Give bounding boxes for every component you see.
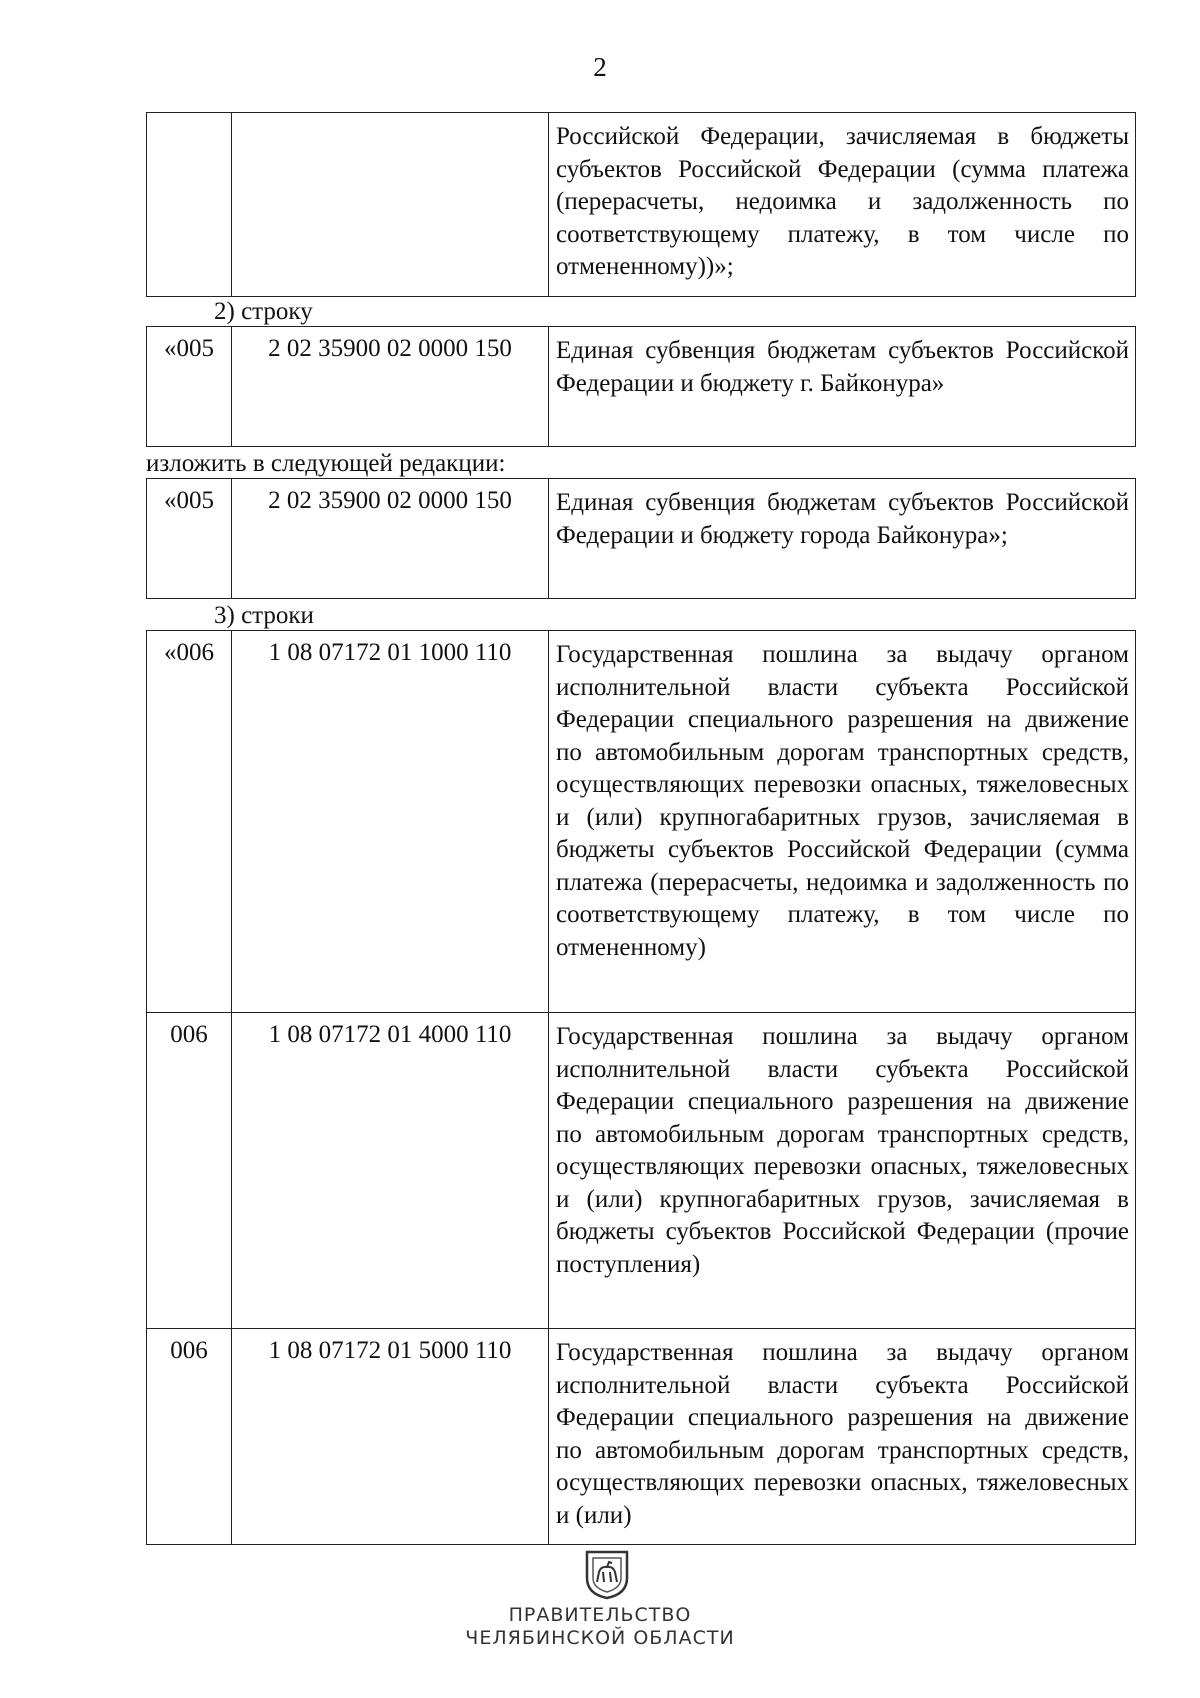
table-cell-code: 006 [147, 1013, 232, 1329]
table-cell-name: Единая субвенция бюджетам субъектов Российской Федерации и бюджету г. Байконура» [549, 327, 1136, 447]
table-row [147, 1329, 1136, 1545]
table-cell-kbk: 1 08 07172 01 5000 110 [232, 1329, 549, 1545]
page-number: 2 [593, 52, 607, 82]
table-cell-code: «005 [147, 327, 232, 447]
table-cell-code: «006 [147, 631, 232, 1013]
table-duty-rows [146, 630, 1136, 1545]
footer-line-1: ПРАВИТЕЛЬСТВО [508, 1604, 692, 1626]
table-cell-kbk: 2 02 35900 02 0000 150 [232, 479, 549, 599]
table-new-row [146, 478, 1136, 599]
table-row [147, 113, 1136, 297]
table-cell-kbk [232, 113, 549, 297]
label-edit-instruction: изложить в следующей редакции: [146, 450, 506, 477]
table-cell-code [147, 113, 232, 297]
table-cell-name: Государственная пошлина за выдачу органом исполнительной власти субъекта Российской Федерации специального разрешения на движение по автомобильным дорогам транспортных средств, осуществляющих перевозки опасных, тяжеловесных и (или) крупногабаритных грузов, зачисляемая в бюджеты субъектов Российской Федерации (сумма платежа (перерасчеты, недоимка и задолженность по соответствующему платежу, в том числе по отмененному) [549, 631, 1136, 1013]
label-item-3: 3) строки [214, 602, 314, 629]
table-cell-name: Государственная пошлина за выдачу органом исполнительной власти субъекта Российской Федерации специального разрешения на движение по автомобильным дорогам транспортных средств, осуществляющих перевозки опасных, тяжеловесных и (или) крупногабаритных грузов, зачисляемая в бюджеты субъектов Российской Федерации (прочие поступления) [549, 1013, 1136, 1329]
table-row [147, 327, 1136, 447]
table-cell-code: «005 [147, 479, 232, 599]
footer-organization [0, 1604, 1200, 1650]
footer-line-2: ЧЕЛЯБИНСКОЙ ОБЛАСТИ [465, 1627, 735, 1649]
table-cell-kbk: 1 08 07172 01 1000 110 [232, 631, 549, 1013]
table-cell-name: Государственная пошлина за выдачу органом исполнительной власти субъекта Российской Федерации специального разрешения на движение по автомобильным дорогам транспортных средств, осуществляющих перевозки опасных, тяжеловесных и (или) [549, 1329, 1136, 1545]
label-item-2: 2) строку [214, 298, 313, 325]
table-row [147, 631, 1136, 1013]
table-row [147, 479, 1136, 599]
table-continuation [146, 112, 1136, 297]
table-cell-name: Единая субвенция бюджетам субъектов Российской Федерации и бюджету города Байконура»; [549, 479, 1136, 599]
table-cell-kbk: 2 02 35900 02 0000 150 [232, 327, 549, 447]
table-cell-code: 006 [147, 1329, 232, 1545]
table-row [147, 1013, 1136, 1329]
coat-of-arms-icon [583, 1548, 631, 1600]
table-cell-kbk: 1 08 07172 01 4000 110 [232, 1013, 549, 1329]
table-cell-name: Российской Федерации, зачисляемая в бюджеты субъектов Российской Федерации (сумма платежа (перерасчеты, недоимка и задолженность по соответствующему платежу, в том числе по отмененному))»; [549, 113, 1136, 297]
table-old-row [146, 326, 1136, 447]
